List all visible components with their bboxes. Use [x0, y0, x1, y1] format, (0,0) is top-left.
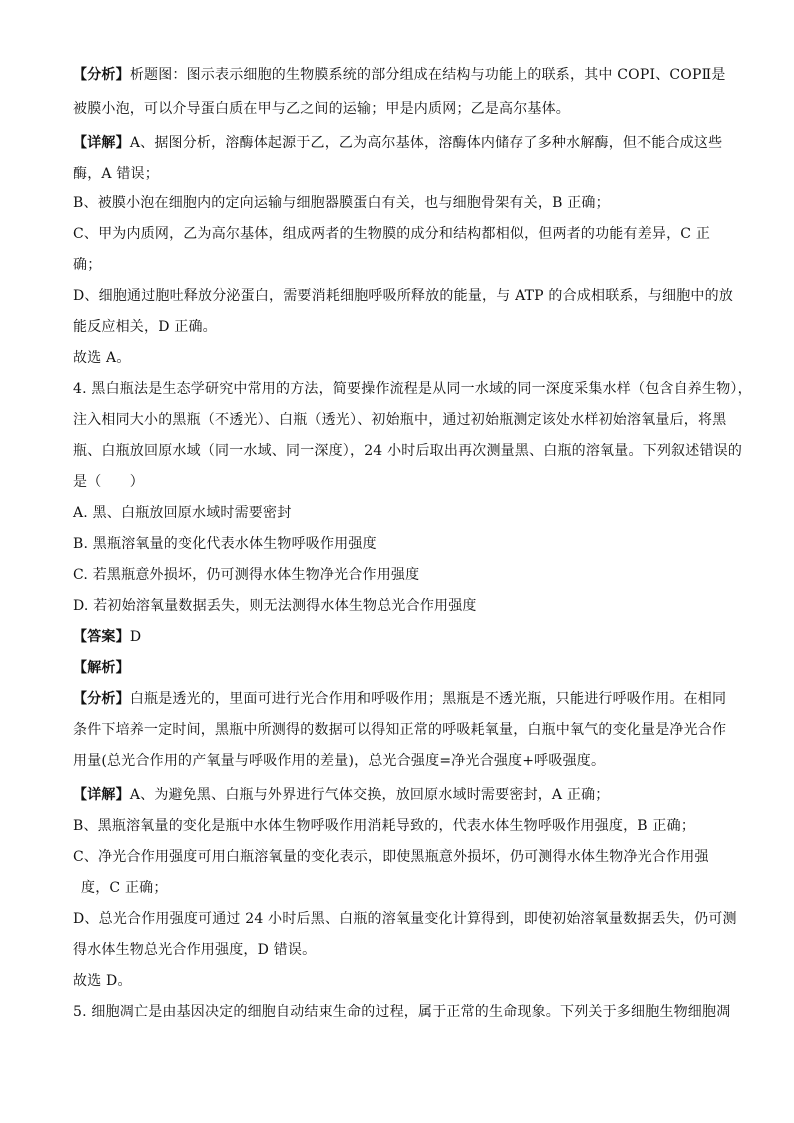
text-line: 【详解】A、据图分析，溶酶体起源于乙，乙为高尔基体，溶酶体内储存了多种水解酶，但不能合成这些: [73, 135, 723, 151]
text-line: 度，C 正确；: [81, 880, 168, 896]
text-line: D、总光合作用强度可通过 24 小时后黑、白瓶的溶氧量变化计算得到，即使初始溶氧量数据丢失，仍可测: [73, 911, 737, 927]
text-line: 确；: [73, 257, 102, 273]
text-line: 【详解】A、为避免黑、白瓶与外界进行气体交换，放回原水域时需要密封，A 正确；: [73, 787, 610, 803]
text-line: C、甲为内质网，乙为高尔基体，组成两者的生物膜的成分和结构都相似，但两者的功能有差异，C 正: [73, 226, 711, 242]
text-line: 故选 A。: [73, 350, 131, 366]
text-line: 【分析】白瓶是透光的，里面可进行光合作用和呼吸作用；黑瓶是不透光瓶，只能进行呼吸作用。在相同: [73, 691, 727, 707]
option-b: B. 黑瓶溶氧量的变化代表水体生物呼吸作用强度: [73, 536, 377, 552]
text-line: 故选 D。: [73, 973, 132, 989]
text-line: 是（ ）: [73, 474, 144, 490]
option-a: A. 黑、白瓶放回原水域时需要密封: [73, 505, 292, 521]
analysis-heading: 【解析】: [73, 660, 130, 676]
text-line: 能反应相关，D 正确。: [73, 319, 217, 335]
text-line: 注入相同大小的黑瓶（不透光）、白瓶（透光）、初始瓶中，通过初始瓶测定该处水样初始溶氧量后，将黑: [73, 412, 727, 428]
text-line: 【分析】析题图：图示表示细胞的生物膜系统的部分组成在结构与功能上的联系，其中 COPⅠ、COPⅡ是: [73, 67, 726, 83]
text-line: 酶，A 错误；: [73, 166, 159, 182]
option-d: D. 若初始溶氧量数据丢失，则无法测得水体生物总光合作用强度: [73, 598, 477, 614]
text-line: B、被膜小泡在细胞内的定向运输与细胞器膜蛋白有关，也与细胞骨架有关，B 正确；: [73, 195, 610, 211]
question-4-stem: 4. 黑白瓶法是生态学研究中常用的方法，简要操作流程是从同一水域的同一深度采集水样（包含自养生物），: [73, 381, 752, 397]
text-line: C、净光合作用强度可用白瓶溶氧量的变化表示，即使黑瓶意外损坏，仍可测得水体生物净光合作用强: [73, 849, 709, 865]
answer-line: 【答案】D: [73, 629, 142, 645]
text-line: B、黑瓶溶氧量的变化是瓶中水体生物呼吸作用消耗导致的，代表水体生物呼吸作用强度，B 正确；: [73, 818, 696, 834]
text-line: 瓶、白瓶放回原水域（同一水域、同一深度），24 小时后取出再次测量黑、白瓶的溶氧量。下列叙述错误的: [73, 443, 743, 459]
text-line: D、细胞通过胞吐释放分泌蛋白，需要消耗细胞呼吸所释放的能量，与 ATP 的合成相联系，与细胞中的放: [73, 288, 734, 304]
question-5-stem: 5. 细胞凋亡是由基因决定的细胞自动结束生命的过程，属于正常的生命现象。下列关于多细胞生物细胞凋: [73, 1004, 731, 1020]
text-line: 被膜小泡，可以介导蛋白质在甲与乙之间的运输；甲是内质网；乙是高尔基体。: [73, 101, 570, 117]
text-line: 得水体生物总光合作用强度，D 错误。: [73, 942, 317, 958]
text-line: 用量(总光合作用的产氧量与呼吸作用的差量)，总光合强度=净光合强度+呼吸强度。: [73, 753, 606, 769]
text-line: 条件下培养一定时间，黑瓶中所测得的数据可以得知正常的呼吸耗氧量，白瓶中氧气的变化量是净光合作: [73, 722, 727, 738]
option-c: C. 若黑瓶意外损坏，仍可测得水体生物净光合作用强度: [73, 567, 420, 583]
